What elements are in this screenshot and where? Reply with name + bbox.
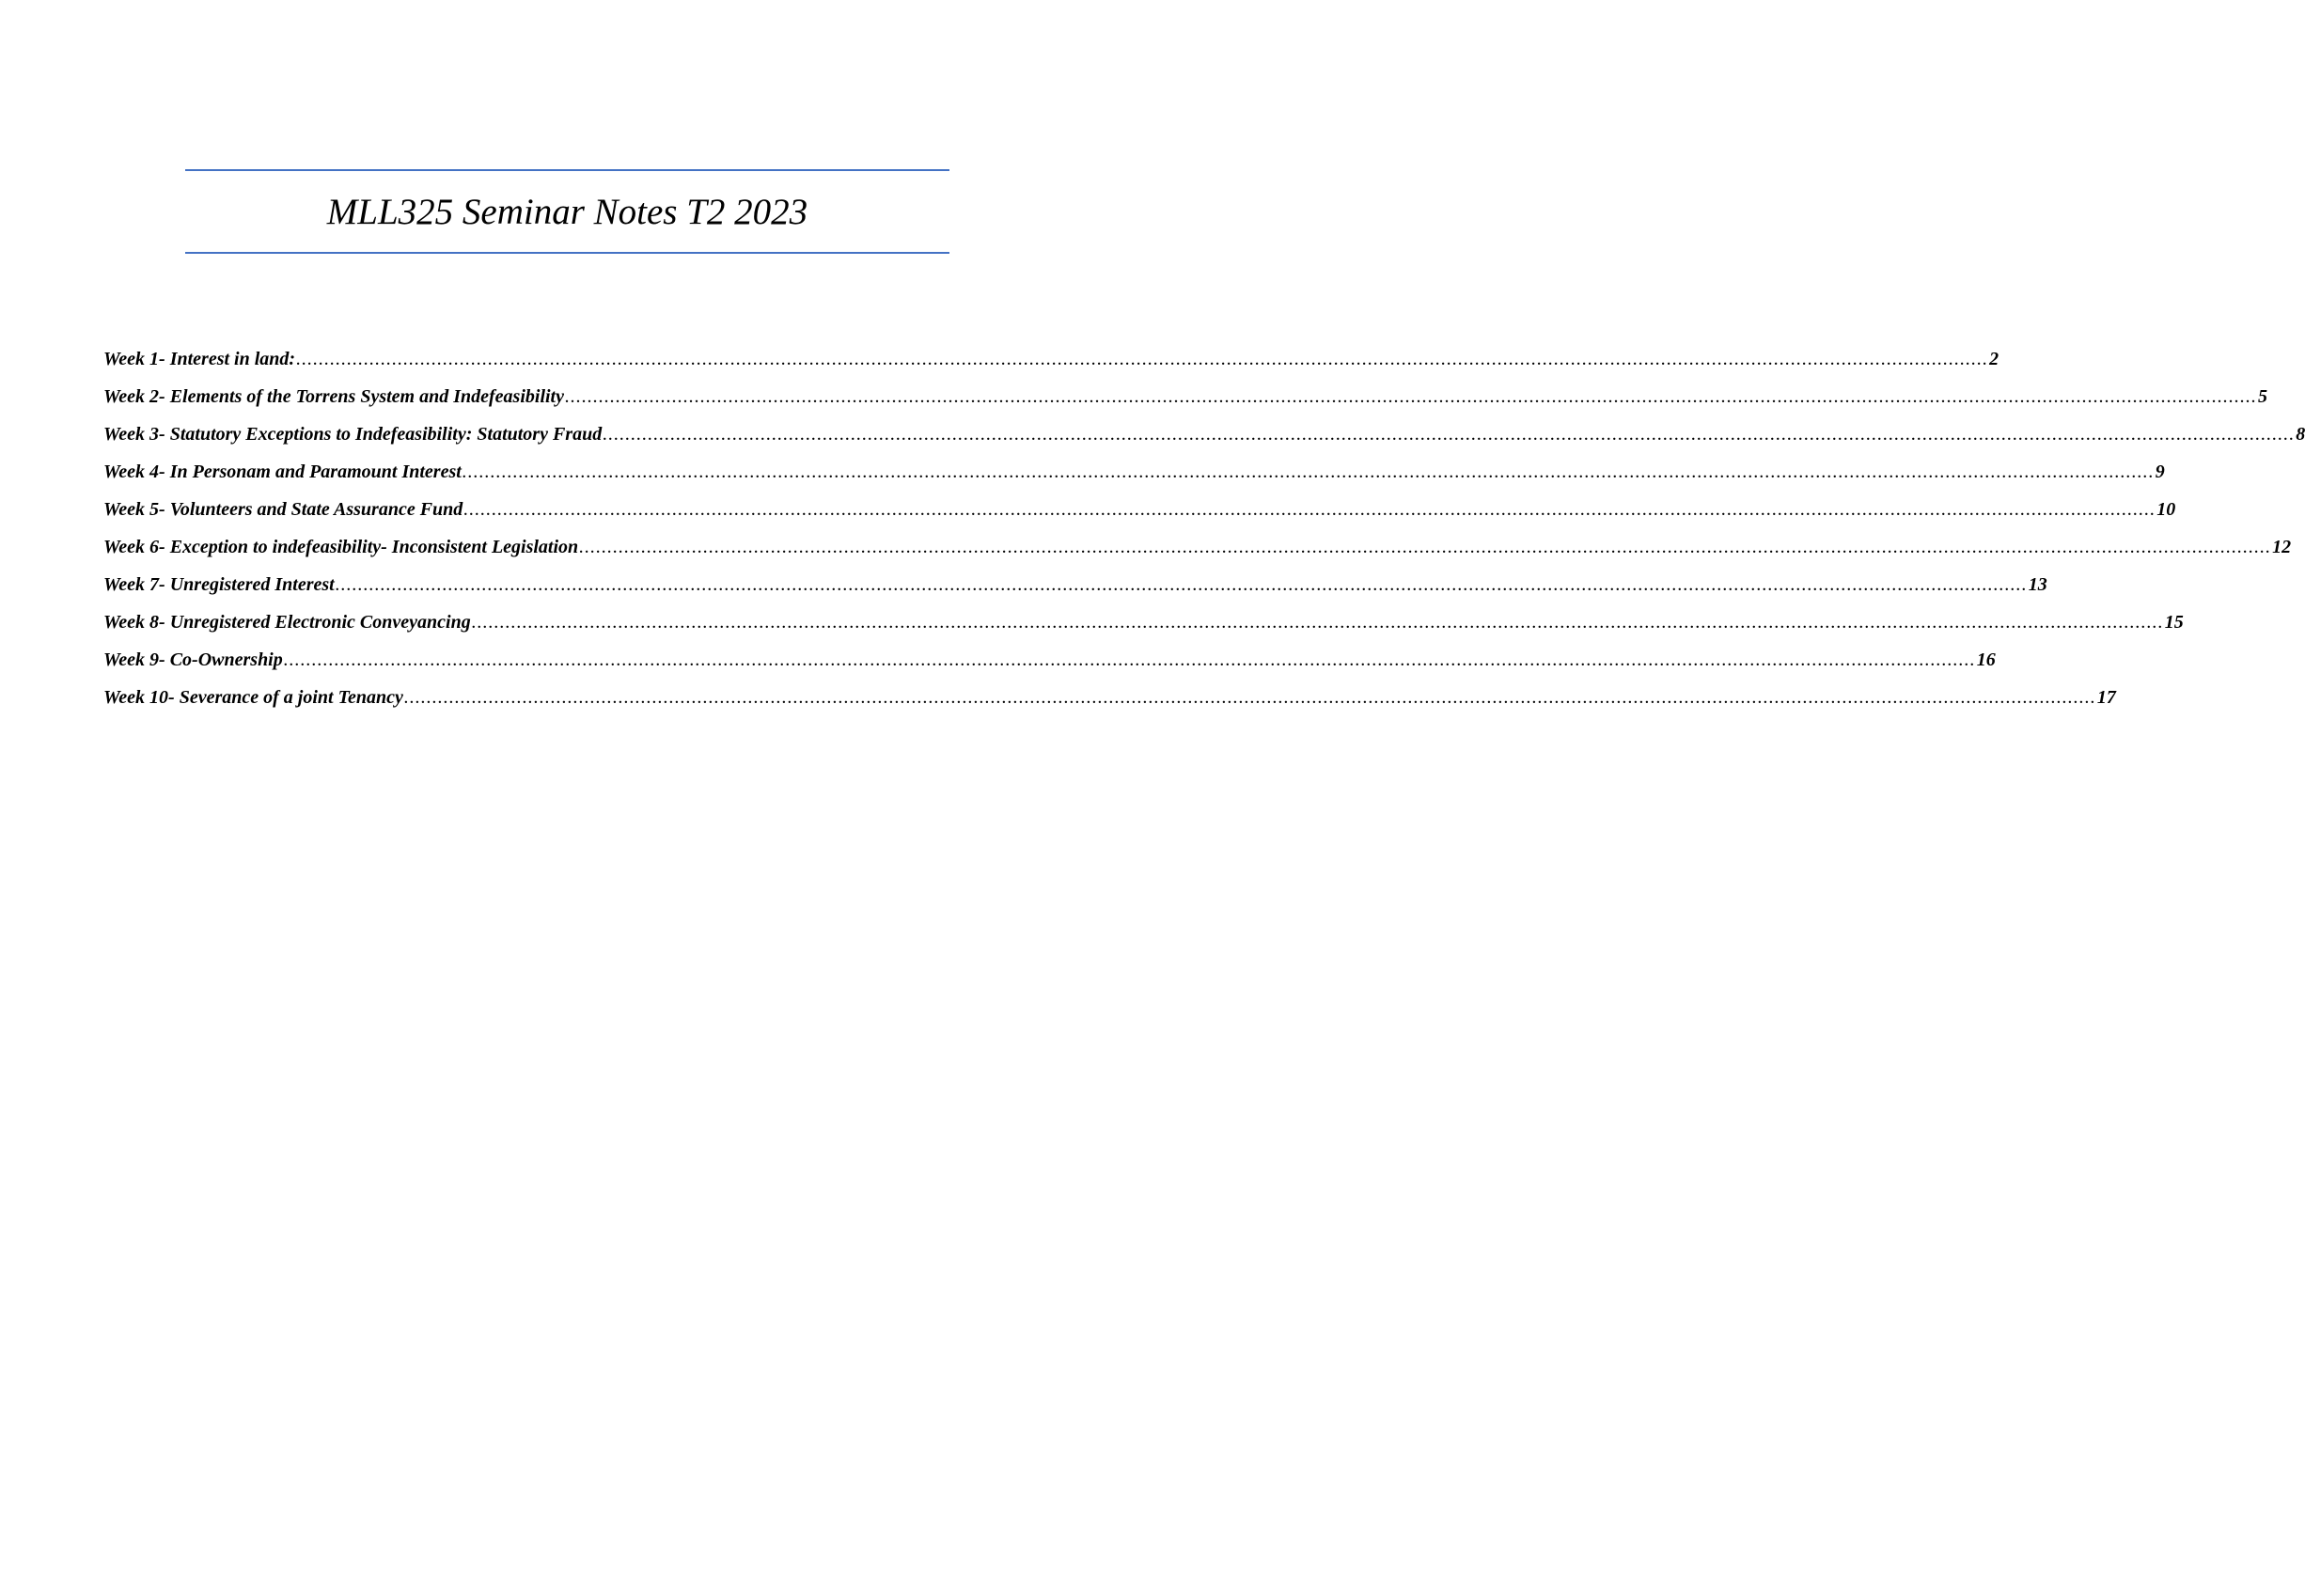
toc-page-number: 12 — [2272, 537, 2292, 557]
toc-entry-text: Week 6- Exception to indefeasibility- Inconsistent Legislation — [103, 537, 579, 557]
toc-dot-leader: ............................................................................................................................................................................................................................................................................................................ — [296, 349, 1989, 369]
toc-dot-leader: ............................................................................................................................................................................................................................................................................................................ — [603, 424, 2296, 445]
toc-page-number: 16 — [1976, 649, 1996, 670]
toc-page-number: 15 — [2164, 612, 2184, 633]
toc-entry-week-5[interactable] — [103, 497, 2176, 535]
toc-dot-leader: ............................................................................................................................................................................................................................................................................................................ — [403, 687, 2096, 708]
table-of-contents — [103, 347, 2305, 723]
toc-entry-text: Week 10- Severance of a joint Tenancy — [103, 687, 403, 708]
toc-page-number: 9 — [2155, 462, 2165, 482]
toc-entry-text: Week 8- Unregistered Electronic Conveyancing — [103, 612, 471, 633]
toc-entry-text: Week 3- Statutory Exceptions to Indefeasibility: Statutory Fraud — [103, 424, 603, 445]
toc-page-number: 13 — [2028, 574, 2047, 595]
document-title: MLL325 Seminar Notes T2 2023 — [326, 192, 808, 232]
toc-dot-leader: ............................................................................................................................................................................................................................................................................................................ — [462, 462, 2155, 482]
toc-entry-week-9[interactable] — [103, 648, 1996, 685]
toc-entry-text: Week 7- Unregistered Interest — [103, 574, 335, 595]
toc-entry-week-6[interactable] — [103, 535, 2292, 572]
toc-entry-week-3[interactable] — [103, 422, 2305, 460]
toc-page-number: 10 — [2156, 499, 2176, 520]
toc-entry-text: Week 2- Elements of the Torrens System and Indefeasibility — [103, 386, 564, 407]
toc-dot-leader: ............................................................................................................................................................................................................................................................................................................ — [463, 499, 2156, 520]
toc-entry-text: Week 1- Interest in land: — [103, 349, 296, 369]
toc-page-number: 8 — [2296, 424, 2305, 445]
toc-dot-leader: ............................................................................................................................................................................................................................................................................................................ — [471, 612, 2164, 633]
toc-dot-leader: ............................................................................................................................................................................................................................................................................................................ — [565, 386, 2257, 407]
toc-entry-week-8[interactable] — [103, 610, 2184, 648]
toc-entry-week-4[interactable] — [103, 460, 2165, 497]
toc-page-number: 2 — [1989, 349, 1999, 369]
toc-entry-text: Week 5- Volunteers and State Assurance Fund — [103, 499, 463, 520]
toc-entry-text: Week 9- Co-Ownership — [103, 649, 283, 670]
toc-entry-week-1[interactable] — [103, 347, 1999, 384]
title-rule-top — [185, 169, 949, 171]
toc-entry-week-2[interactable] — [103, 384, 2267, 422]
toc-dot-leader: ............................................................................................................................................................................................................................................................................................................ — [283, 649, 1976, 670]
toc-page-number: 17 — [2096, 687, 2116, 708]
title-block — [185, 169, 949, 254]
toc-entry-week-10[interactable] — [103, 685, 2116, 723]
toc-page-number: 5 — [2258, 386, 2267, 407]
toc-dot-leader: ............................................................................................................................................................................................................................................................................................................ — [579, 537, 2272, 557]
toc-entry-text: Week 4- In Personam and Paramount Interest — [103, 462, 462, 482]
title-rule-bottom — [185, 252, 949, 254]
toc-dot-leader: ............................................................................................................................................................................................................................................................................................................ — [335, 574, 2028, 595]
toc-entry-week-7[interactable] — [103, 572, 2047, 610]
